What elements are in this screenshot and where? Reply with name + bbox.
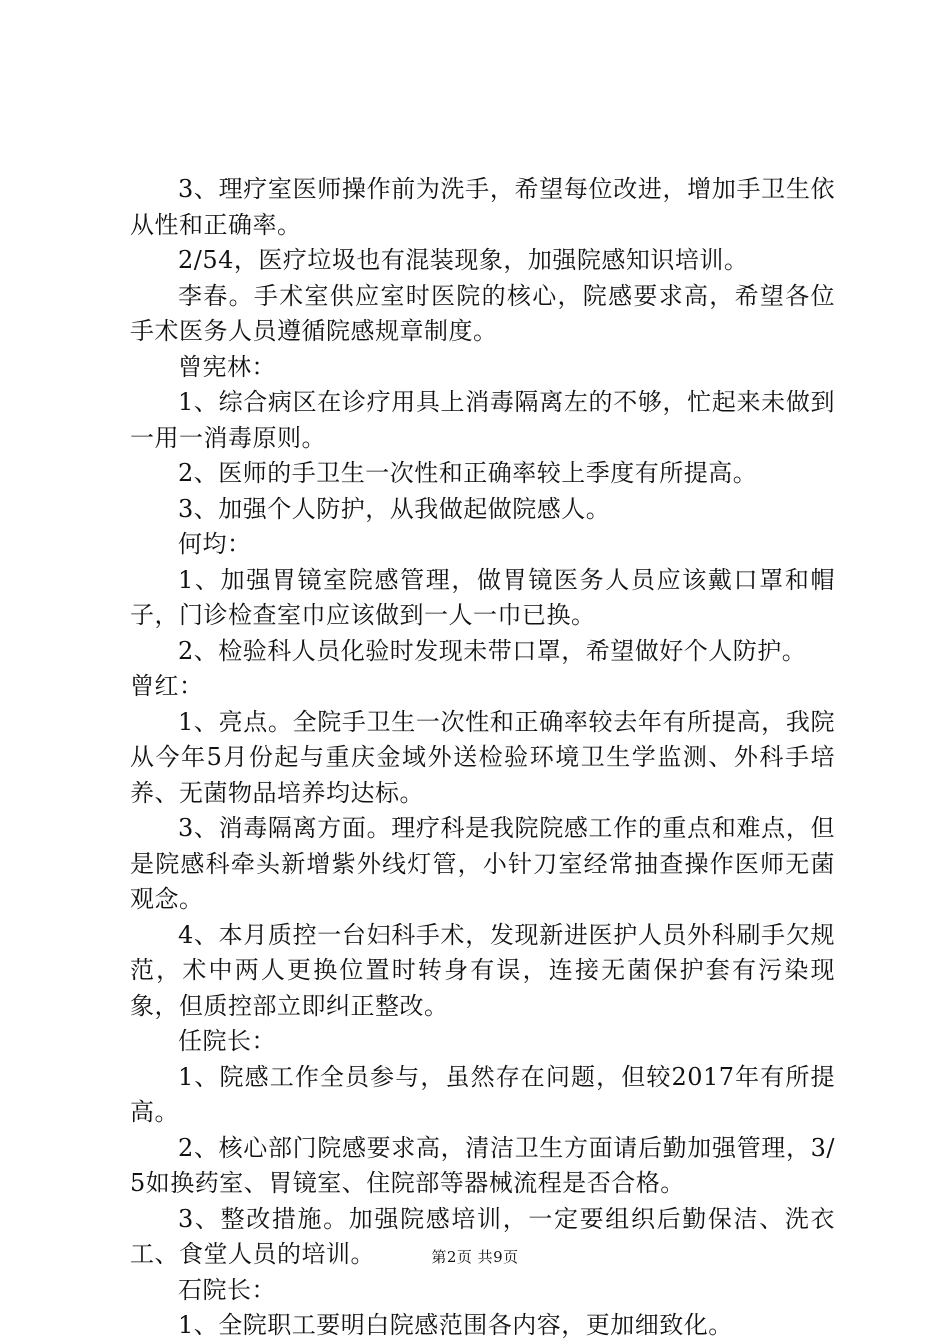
paragraph-17: 2、核心部门院感要求高，清洁卫生方面请后勤加强管理，3/5如换药室、胃镜室、住院部等器械流程是否合格。 <box>130 1133 835 1197</box>
paragraph-3: 李春。手术室供应室时医院的核心，院感要求高，希望各位手术医务人员遵循院感规章制度。 <box>130 281 835 345</box>
paragraph-7: 3、加强个人防护，从我做起做院感人。 <box>178 494 611 523</box>
speaker-heading: 任院长： <box>178 1027 276 1055</box>
speaker-heading: 石院长： <box>178 1275 276 1304</box>
paragraph-12: 1、亮点。全院手卫生一次性和正确率较去年有所提高，我院从今年5月份起与重庆金域外送检验环境卫生学监测、外科手培养、无菌物品培养均达标。 <box>130 707 835 807</box>
speaker-heading: 曾宪林： <box>178 352 276 381</box>
paragraph-13: 3、消毒隔离方面。理疗科是我院院感工作的重点和难点，但是院感科牵头新增紫外线灯管，小针刀室经常抽查操作医师无菌观念。 <box>130 814 835 913</box>
paragraph-5: 1、综合病区在诊疗用具上消毒隔离左的不够，忙起来未做到一用一消毒原则。 <box>130 388 835 452</box>
paragraph-16: 1、院感工作全员参与，虽然存在问题，但较2017年有所提高。 <box>130 1062 835 1126</box>
document-body <box>130 172 835 1344</box>
page-number-footer: 第2页 共9页 <box>431 1248 519 1266</box>
speaker-heading: 曾红： <box>130 672 204 700</box>
paragraph-20: 1、全院职工要明白院感范围各内容，更加细致化。 <box>178 1311 733 1339</box>
paragraph-9: 1、加强胃镜室院感管理，做胃镜医务人员应该戴口罩和帽子，门诊检查室巾应该做到一人一巾已换。 <box>130 565 835 629</box>
paragraph-10: 2、检验科人员化验时发现未带口罩，希望做好个人防护。 <box>178 636 807 665</box>
paragraph-1: 3、理疗室医师操作前为洗手，希望每位改进，增加手卫生依从性和正确率。 <box>130 175 835 239</box>
paragraph-6: 2、医师的手卫生一次性和正确率较上季度有所提高。 <box>178 459 758 487</box>
speaker-heading: 何均： <box>178 530 252 558</box>
paragraph-14: 4、本月质控一台妇科手术，发现新进医护人员外科刷手欠规范，术中两人更换位置时转身有误，连接无菌保护套有污染现象，但质控部立即纠正整改。 <box>130 920 835 1020</box>
paragraph-2: 2/54，医疗垃圾也有混装现象，加强院感知识培训。 <box>178 246 749 274</box>
paragraph-18: 3、整改措施。加强院感培训，一定要组织后勤保洁、洗衣工、食堂人员的培训。 <box>130 1204 835 1268</box>
